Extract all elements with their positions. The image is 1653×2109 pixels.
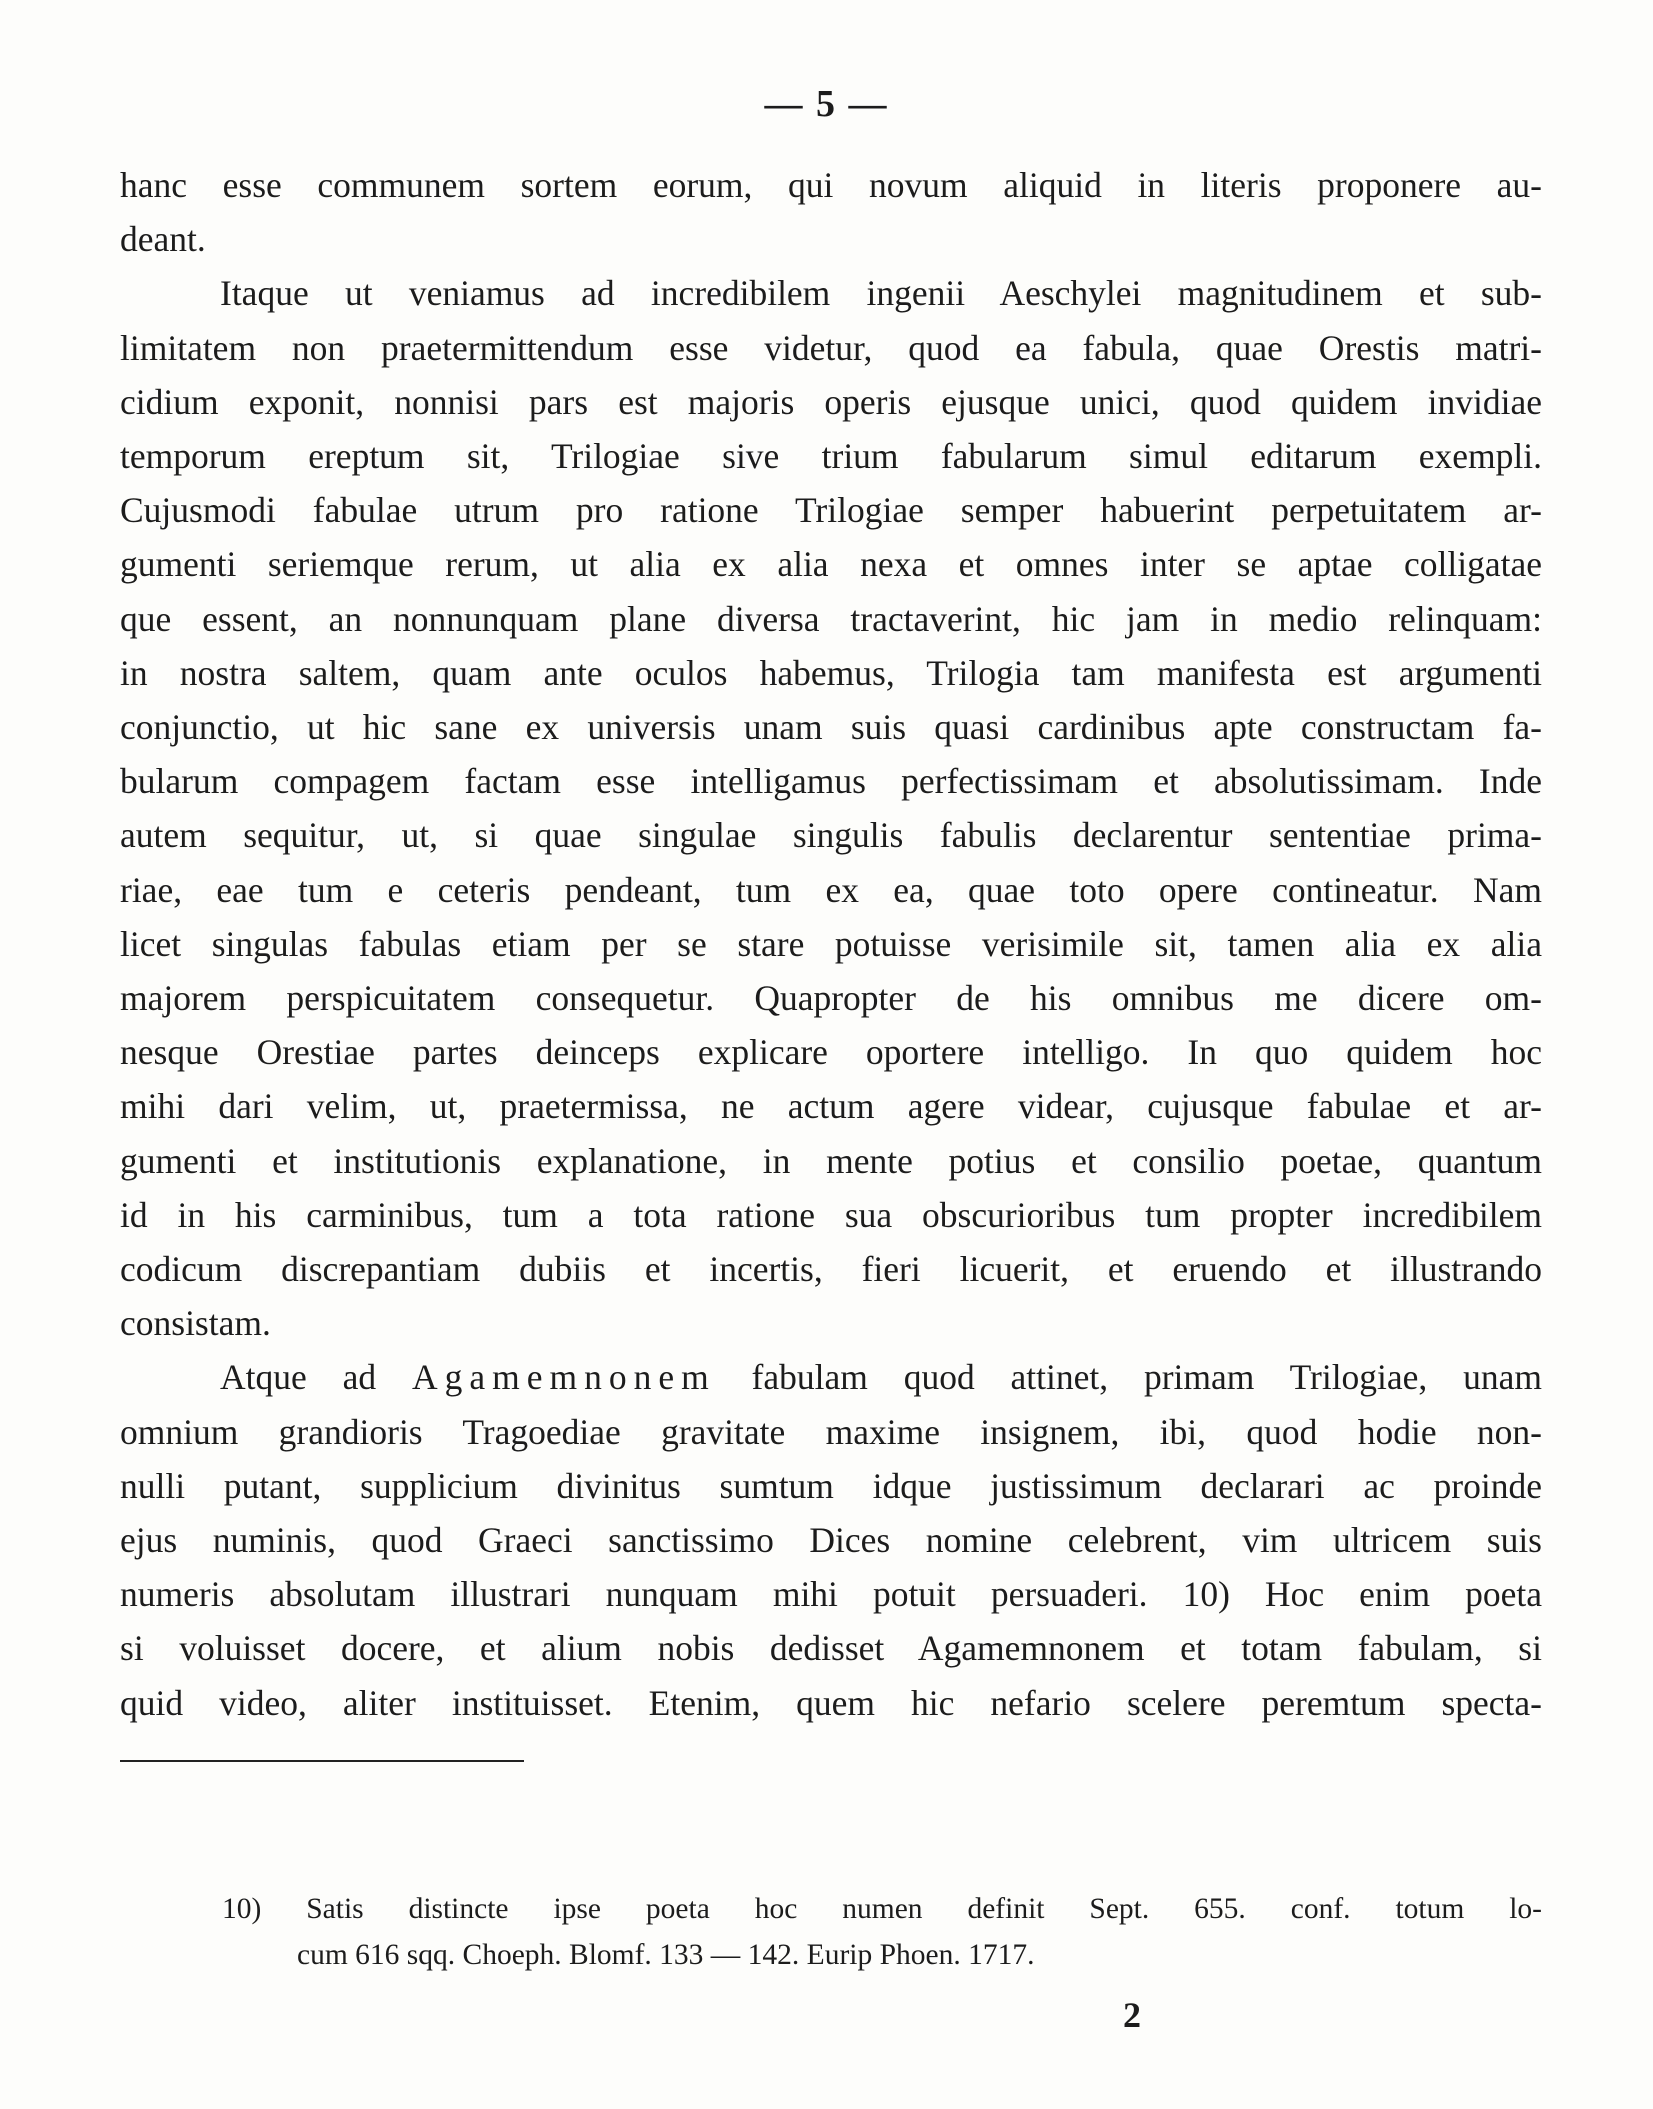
- page-number-header: — 5 —: [764, 83, 889, 125]
- text-line: autem sequitur, ut, si quae singulae singulis fabulis declarentur sententiae prima-: [120, 815, 1542, 856]
- text-line: limitatem non praetermittendum esse videtur, quod ea fabula, quae Orestis matri-: [120, 327, 1542, 368]
- text-line: majorem perspicuitatem consequetur. Quapropter de his omnibus me dicere om-: [120, 978, 1542, 1019]
- text-line: gumenti et institutionis explanatione, in mente potius et consilio poetae, quantum: [120, 1140, 1542, 1181]
- text-line: id in his carminibus, tum a tota ratione sua obscurioribus tum propter incredibilem: [120, 1194, 1542, 1235]
- paragraph-lead-rest: fabulam quod attinet, primam Trilogiae, unam: [751, 1357, 1543, 1398]
- text-line: in nostra saltem, quam ante oculos habemus, Trilogia tam manifesta est argumenti: [120, 652, 1542, 693]
- text-line: ejus numinis, quod Graeci sanctissimo Dices nomine celebrent, vim ultricem suis: [120, 1520, 1542, 1561]
- text-line: licet singulas fabulas etiam per se stare potuisse verisimile sit, tamen alia ex alia: [120, 923, 1542, 964]
- text-line: nulli putant, supplicium divinitus sumtum idque justissimum declarari ac proinde: [120, 1465, 1542, 1506]
- text-line: gumenti seriemque rerum, ut alia ex alia nexa et omnes inter se aptae colligatae: [120, 544, 1542, 585]
- paragraph-lead: Atque ad: [220, 1357, 377, 1398]
- text-line: consistam.: [120, 1303, 271, 1344]
- footnote-line: 10) Satis distincte ipse poeta hoc numen definit Sept. 655. conf. totum lo-: [222, 1893, 1542, 1925]
- text-line: conjunctio, ut hic sane ex universis unam suis quasi cardinibus apte constructam fa-: [120, 707, 1542, 748]
- play-title-agamemnon: Agamemnonem: [411, 1357, 716, 1398]
- text-line: cidium exponit, nonnisi pars est majoris operis ejusque unici, quod quidem invidiae: [120, 381, 1542, 422]
- text-line: mihi dari velim, ut, praetermissa, ne actum agere videar, cujusque fabulae et ar-: [120, 1086, 1542, 1127]
- text-line: codicum discrepantiam dubiis et incertis, fieri licuerit, et eruendo et illustrando: [120, 1249, 1542, 1290]
- text-line: numeris absolutam illustrari nunquam mihi potuit persuaderi. 10) Hoc enim poeta: [120, 1574, 1542, 1615]
- text-line: Itaque ut veniamus ad incredibilem ingenii Aeschylei magnitudinem et sub-: [220, 273, 1542, 314]
- text-line: [120, 1350, 1542, 1404]
- text-line: omnium grandioris Tragoediae gravitate maxime insignem, ibi, quod hodie non-: [120, 1411, 1542, 1452]
- text-line: hanc esse communem sortem eorum, qui novum aliquid in literis proponere au-: [120, 165, 1542, 205]
- text-line: temporum ereptum sit, Trilogiae sive trium fabularum simul editarum exempli.: [120, 436, 1542, 477]
- footnote: [222, 1886, 1542, 1978]
- text-line: Cujusmodi fabulae utrum pro ratione Trilogiae semper habuerint perpetuitatem ar-: [120, 490, 1542, 531]
- footnote-divider: [120, 1760, 524, 1762]
- text-line: riae, eae tum e ceteris pendeant, tum ex ea, quae toto opere contineatur. Nam: [120, 869, 1542, 910]
- signature-mark: 2: [1123, 1995, 1141, 2035]
- footnote-line: cum 616 sqq. Choeph. Blomf. 133 — 142. Eurip Phoen. 1717.: [297, 1939, 1035, 1971]
- text-line: que essent, an nonnunquam plane diversa tractaverint, hic jam in medio relinquam:: [120, 598, 1542, 639]
- main-text: [120, 158, 1542, 1730]
- text-line: bularum compagem factam esse intelligamus perfectissimam et absolutissimam. Inde: [120, 761, 1542, 802]
- text-line: quid video, aliter instituisset. Etenim, quem hic nefario scelere peremtum specta-: [120, 1682, 1542, 1723]
- text-line: nesque Orestiae partes deinceps explicare oportere intelligo. In quo quidem hoc: [120, 1032, 1542, 1073]
- text-line: deant.: [120, 219, 206, 260]
- text-line: si voluisset docere, et alium nobis dedisset Agamemnonem et totam fabulam, si: [120, 1628, 1542, 1669]
